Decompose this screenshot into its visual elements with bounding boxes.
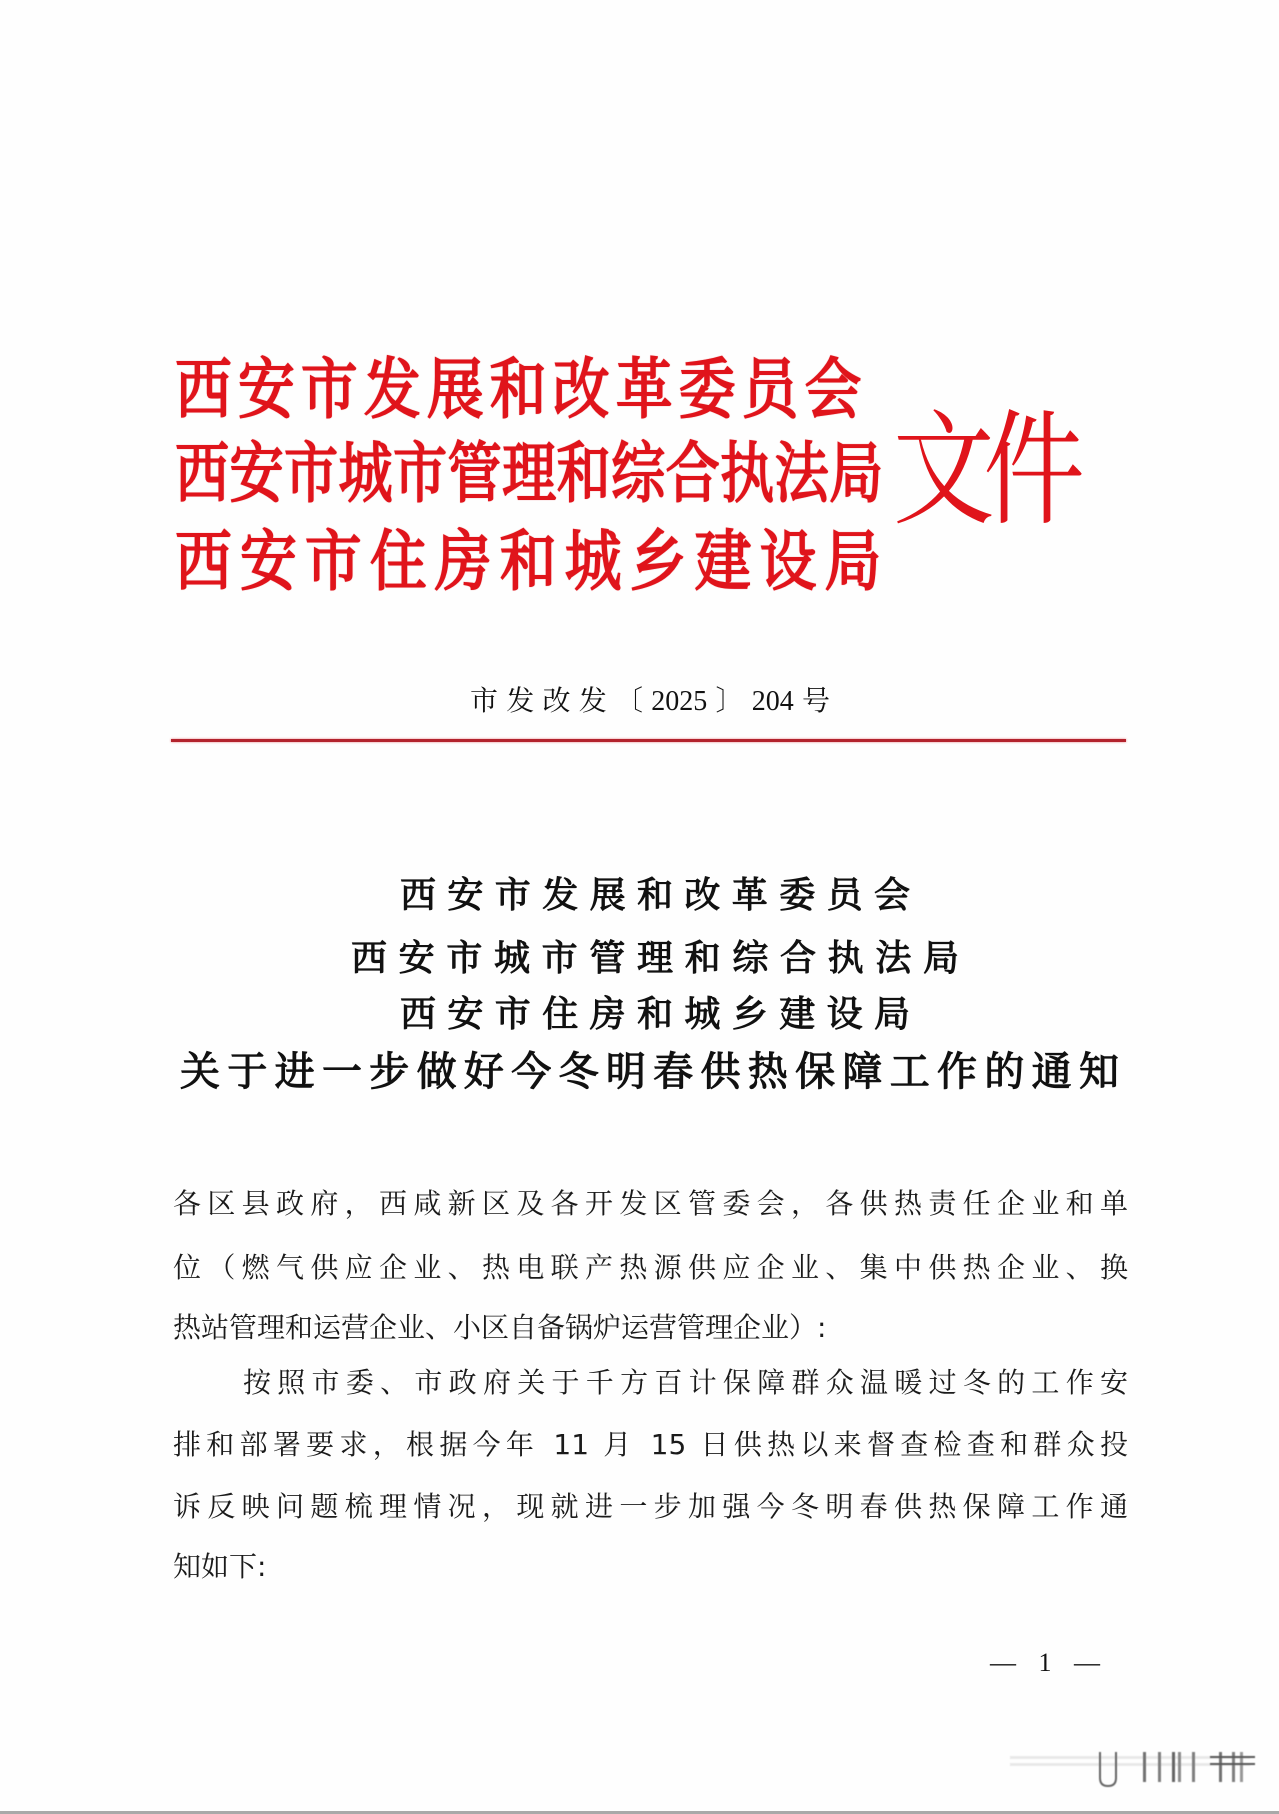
title-issuer-1: 西安市发展和改革委员会 bbox=[400, 874, 910, 916]
title-issuer-2: 西安市城市管理和综合执法局 bbox=[351, 937, 959, 979]
masthead-issuer-2 bbox=[175, 434, 884, 512]
masthead-issuer-2-text: 西安市城市管理和综合执法局 bbox=[175, 434, 884, 512]
masthead-issuer-1 bbox=[175, 350, 863, 428]
body-line-addressees-2: 位（燃气供应企业、热电联产热源供应企业、集中供热企业、换 bbox=[173, 1251, 1128, 1284]
masthead-document-label: 文件 bbox=[893, 399, 1074, 543]
body-paragraph-line-1: 按照市委、市政府关于千方百计保障群众温暖过冬的工作安 bbox=[243, 1366, 1128, 1399]
masthead-issuer-3-text: 西安市住房和城乡建设局 bbox=[175, 522, 882, 600]
body-line-addressees-1: 各区县政府，西咸新区及各开发区管委会，各供热责任企业和单 bbox=[173, 1187, 1128, 1220]
body-paragraph-line-4: 知如下: bbox=[173, 1550, 267, 1583]
watermark-icon bbox=[1010, 1748, 1255, 1790]
page-number: — 1 — bbox=[990, 1648, 1100, 1677]
document-number: 市发改发〔2025〕204号 bbox=[470, 686, 830, 717]
body-paragraph-line-2: 排和部署要求，根据今年 11 月 15 日供热以来督查检查和群众投 bbox=[173, 1428, 1128, 1461]
masthead-issuer-1-text: 西安市发展和改革委员会 bbox=[175, 350, 862, 428]
body-line-addressees-3: 热站管理和运营企业、小区自备锅炉运营管理企业）: bbox=[173, 1311, 827, 1344]
title-issuer-3: 西安市住房和城乡建设局 bbox=[400, 993, 910, 1035]
masthead-issuer-3 bbox=[175, 522, 883, 600]
red-divider-line bbox=[171, 739, 1126, 742]
body-paragraph-line-3: 诉反映问题梳理情况，现就进一步加强今冬明春供热保障工作通 bbox=[173, 1490, 1128, 1523]
document-title: 关于进一步做好今冬明春供热保障工作的通知 bbox=[180, 1048, 1118, 1095]
